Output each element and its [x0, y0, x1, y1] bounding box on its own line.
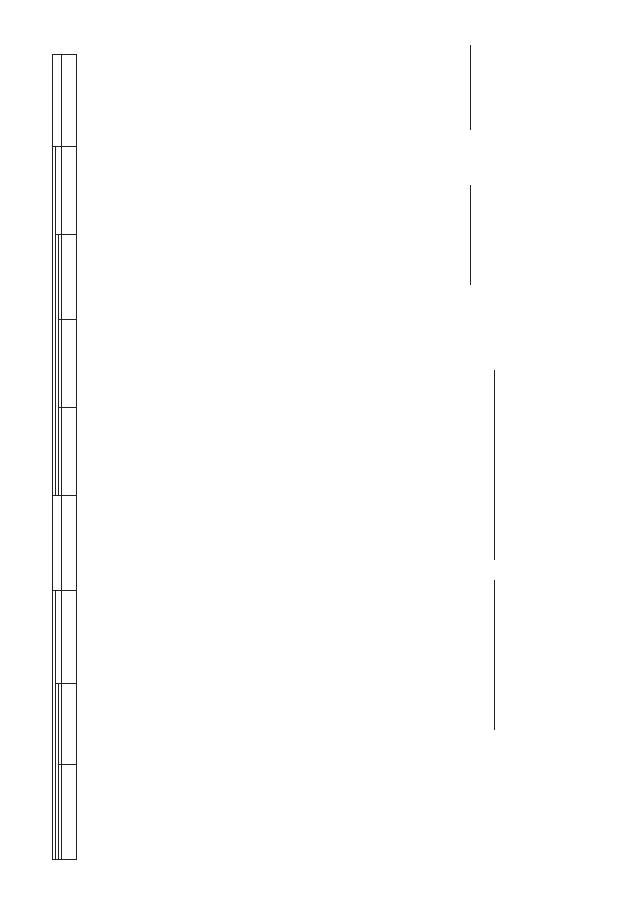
head-sign-line	[494, 370, 495, 560]
header-referred	[53, 55, 62, 147]
col-num	[62, 235, 77, 320]
records-table	[52, 54, 77, 860]
head-fio-line	[494, 580, 495, 730]
col-num	[62, 496, 77, 591]
col-num	[62, 765, 77, 860]
col-num	[62, 320, 77, 408]
column-number-row	[62, 55, 77, 860]
col-num	[62, 55, 77, 147]
col-num	[62, 684, 77, 765]
col-num	[62, 591, 77, 684]
col-num	[62, 147, 77, 235]
header-cost	[53, 496, 62, 591]
doctor-sign-line	[470, 45, 471, 130]
doctor-fio-line	[470, 185, 471, 285]
col-num	[62, 408, 77, 496]
